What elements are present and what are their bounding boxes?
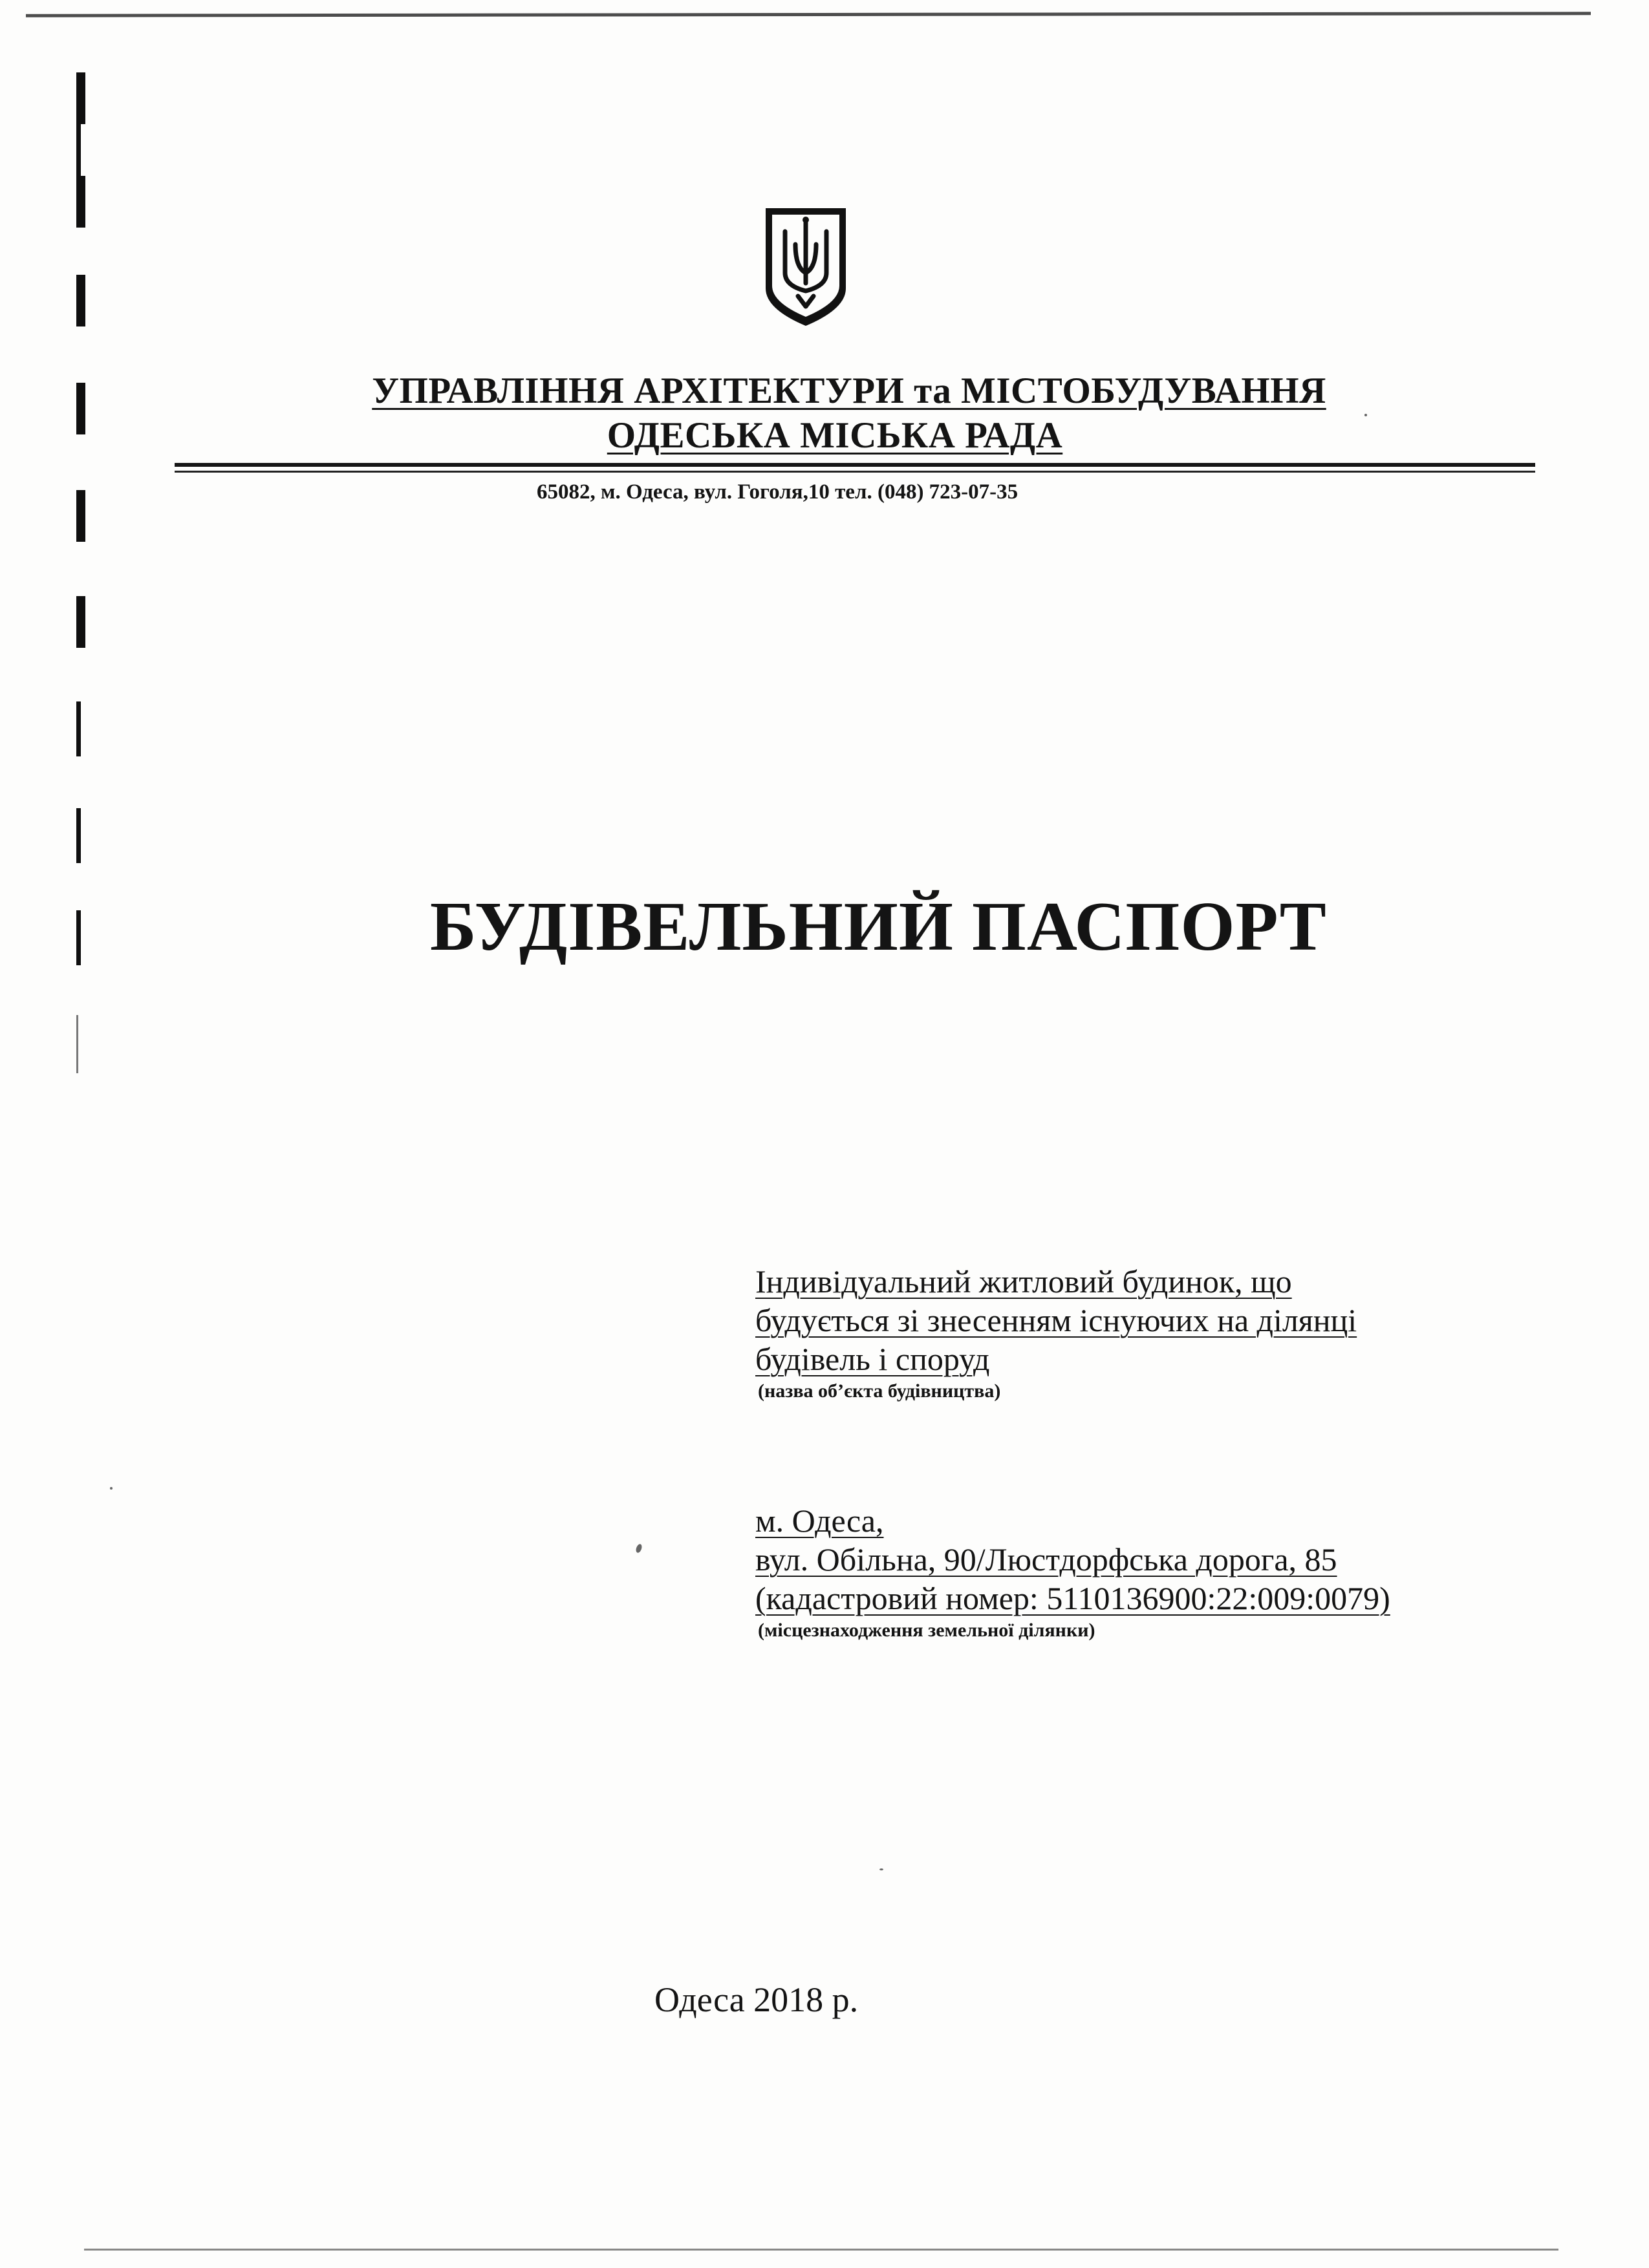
scan-bottom-edge: [84, 2249, 1558, 2251]
scan-speck: [110, 1487, 113, 1490]
binding-hole-mark: [76, 596, 85, 648]
object-name-line: будується зі знесенням існуючих на ділянці: [755, 1302, 1357, 1338]
organization-name: УПРАВЛІННЯ АРХІТЕКТУРИ та МІСТОБУДУВАННЯ: [372, 370, 1326, 411]
trident-coat-of-arms-icon: [763, 206, 848, 328]
organization-address: 65082, м. Одеса, вул. Гоголя,10 тел. (048) 723-07-35: [537, 480, 1018, 504]
scan-speck: [635, 1543, 643, 1554]
object-name-line: Індивідуальний житловий будинок, що: [755, 1263, 1292, 1300]
binding-hole-mark: [76, 124, 81, 182]
document-title: БУДІВЕЛЬНИЙ ПАСПОРТ: [430, 888, 1327, 965]
binding-hole-mark: [76, 701, 81, 756]
binding-hole-mark: [76, 72, 85, 124]
object-name-caption: (назва об’єкта будівництва): [758, 1380, 1001, 1402]
binding-hole-mark: [76, 176, 85, 228]
city-council-name: ОДЕСЬКА МІСЬКА РАДА: [607, 415, 1063, 456]
header-divider-thick: [175, 463, 1535, 467]
location-line: м. Одеса,: [755, 1503, 884, 1539]
header-divider-thin: [175, 471, 1535, 473]
location-caption: (місцезнаходження земельної ділянки): [758, 1620, 1095, 1641]
city-and-year: Одеса 2018 р.: [654, 1980, 859, 2019]
scan-top-edge: [26, 12, 1591, 17]
location-line: вул. Обільна, 90/Люстдорфська дорога, 85: [755, 1541, 1337, 1578]
binding-hole-mark: [76, 1015, 78, 1073]
binding-hole-mark: [76, 275, 85, 326]
construction-object-block: [755, 1262, 1357, 1404]
binding-hole-mark: [76, 490, 85, 542]
scan-speck: [879, 1868, 883, 1870]
cadastral-number-line: (кадастровий номер: 5110136900:22:009:0079): [755, 1580, 1390, 1616]
binding-hole-mark: [76, 910, 81, 965]
land-plot-location-block: [755, 1501, 1390, 1643]
object-name-line: будівель і споруд: [755, 1341, 990, 1377]
binding-hole-mark: [76, 808, 81, 863]
